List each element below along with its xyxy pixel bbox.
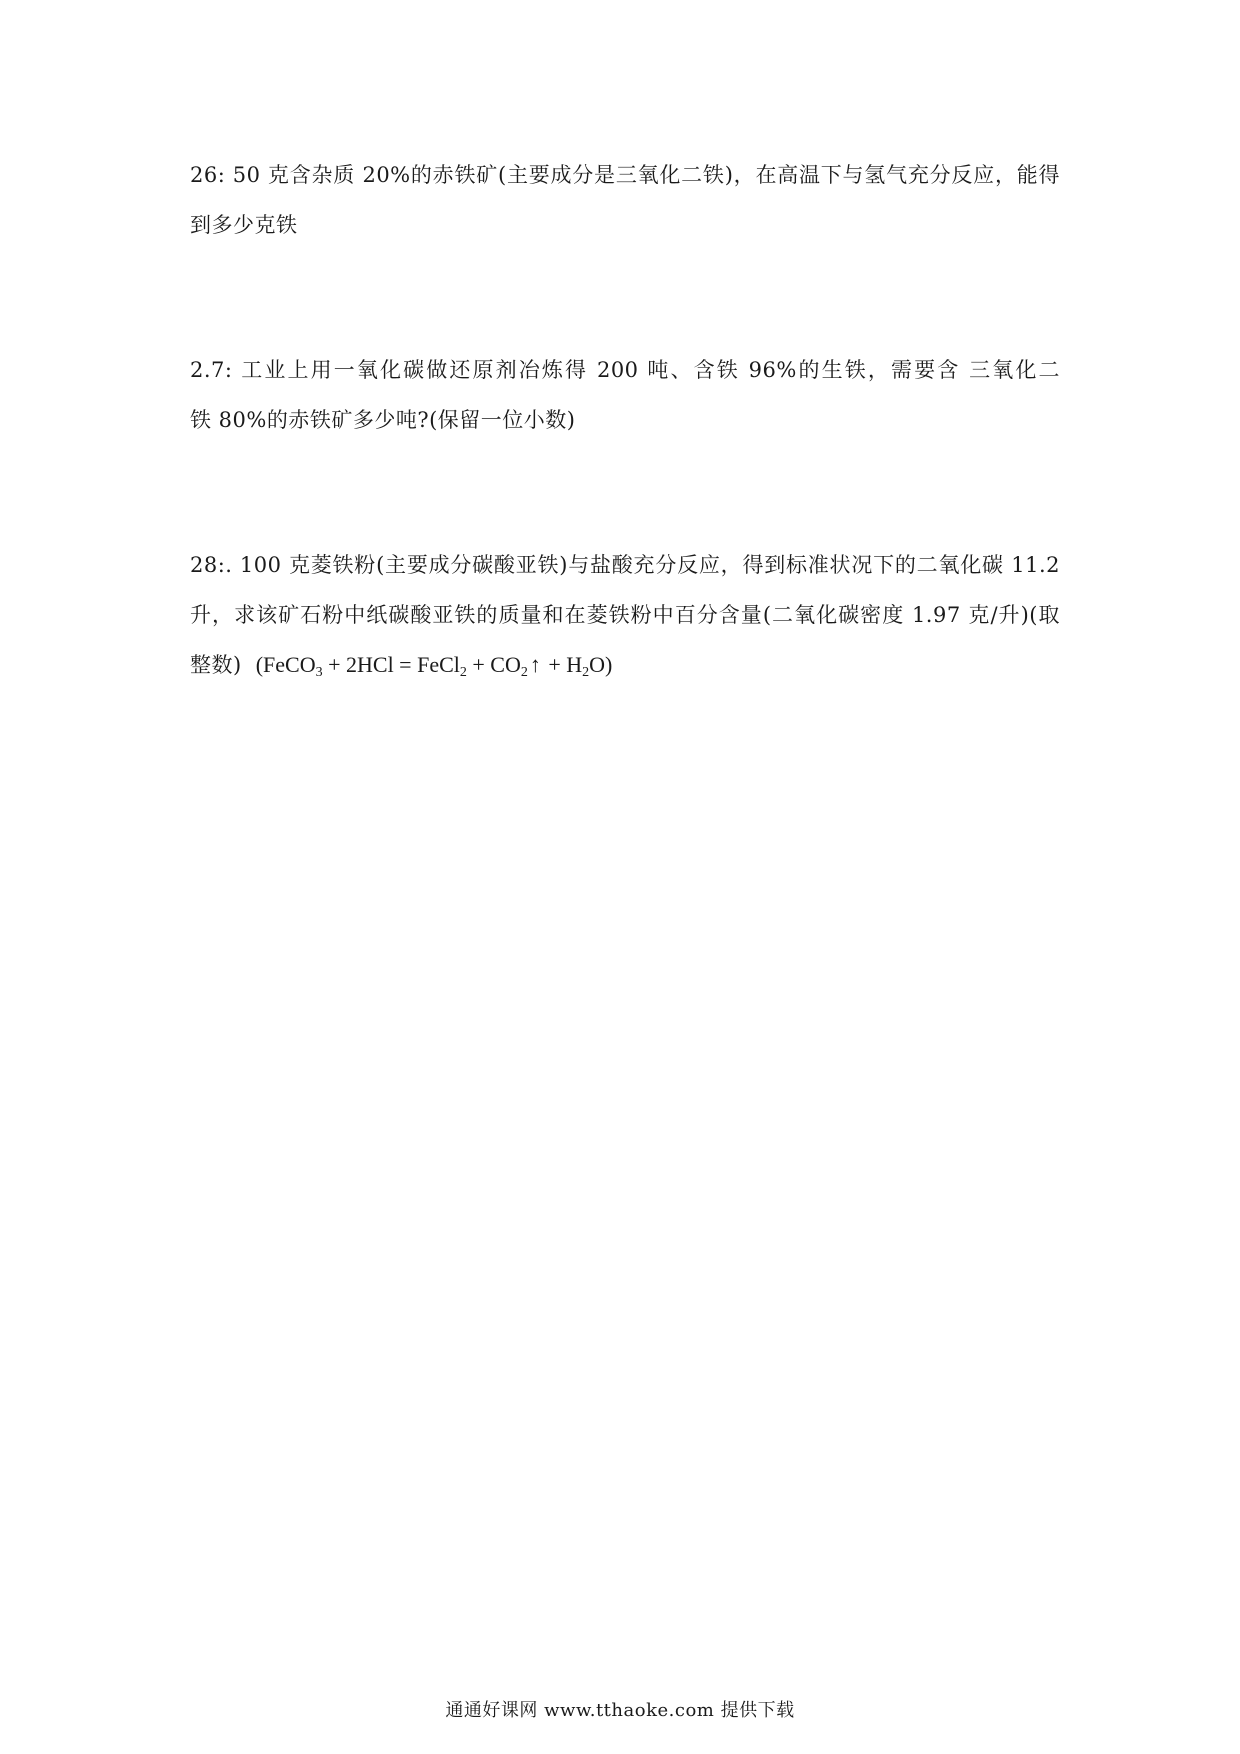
equation-subscript: 2: [520, 665, 528, 680]
question-28: [190, 540, 1060, 690]
equation-subscript: 2: [582, 665, 590, 680]
question-26: [190, 150, 1060, 250]
equation-subscript: 3: [315, 665, 323, 680]
question-28-line-1: 28:. 100 克菱铁粉(主要成分碳酸亚铁)与盐酸充分反应，得到标准状况下的二氧化碳 11.2: [190, 553, 1060, 577]
question-26-line-2: 到多少克铁: [190, 213, 298, 237]
question-28-line-3: [190, 640, 1060, 690]
equation-part: + 2HCl = FeCl: [322, 652, 460, 677]
equation-part: O): [589, 652, 613, 677]
page-footer: 通通好课网 www.tthaoke.com 提供下载: [445, 1700, 795, 1721]
equation-part: + CO: [466, 652, 521, 677]
chemical-equation: [256, 640, 613, 690]
question-28-line-2: 升，求该矿石粉中纸碳酸亚铁的质量和在菱铁粉中百分含量(二氧化碳密度 1.97 克/升)(取: [190, 603, 1060, 627]
equation-subscript: 2: [459, 665, 467, 680]
question-27-line-1: 2.7: 工业上用一氧化碳做还原剂冶炼得 200 吨、含铁 96%的生铁，需要含 三氧化二: [190, 358, 1060, 382]
question-26-line-1: 26: 50 克含杂质 20%的赤铁矿(主要成分是三氧化二铁)，在高温下与氢气充分反应，能得: [190, 163, 1060, 187]
question-27: [190, 345, 1060, 445]
question-28-line-3-text: 整数): [190, 653, 242, 677]
question-27-line-2: 铁 80%的赤铁矿多少吨?(保留一位小数): [190, 408, 576, 432]
equation-part: (FeCO: [255, 652, 316, 677]
gas-arrow-icon: ↑: [529, 652, 541, 677]
equation-part: + H: [542, 652, 583, 677]
